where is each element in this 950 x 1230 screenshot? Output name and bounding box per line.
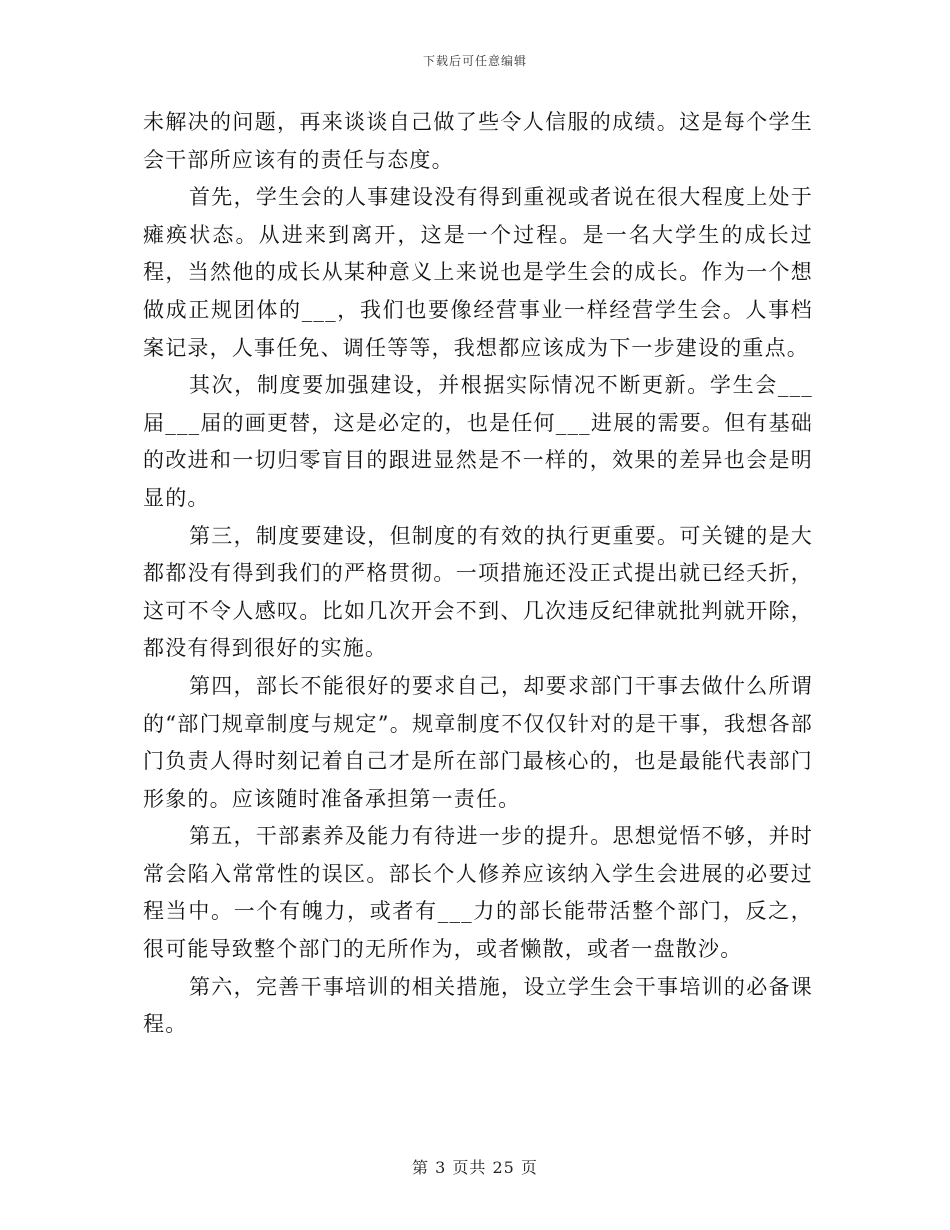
paragraph-third: 第三，制度要建设，但制度的有效的执行更重要。可关键的是大都都没有得到我们的严格贯彻。一项措施还没正式提出就已经夭折，这可不令人感叹。比如几次开会不到、几次违反纪律就批判就开除，都没有得到很好的实施。: [143, 523, 813, 661]
document-body: [143, 104, 813, 1044]
page-footer: 第 3 页共 25 页: [412, 1158, 538, 1177]
paragraph-fourth: 第四，部长不能很好的要求自己，却要求部门干事去做什么所谓的“部门规章制度与规定”。规章制度不仅仅针对的是干事，我想各部门负责人得时刻记着自己才是所在部门最核心的，也是最能代表部门形象的。应该随时准备承担第一责任。: [143, 673, 813, 811]
paragraph-sixth: 第六，完善干事培训的相关措施，设立学生会干事培训的必备课程。: [143, 974, 813, 1037]
paragraph-fifth: 第五，干部素养及能力有待进一步的提升。思想觉悟不够，并时常会陷入常常性的误区。部长个人修养应该纳入学生会进展的必要过程当中。一个有魄力，或者有___力的部长能带活整个部门，反之，很可能导致整个部门的无所作为，或者懒散，或者一盘散沙。: [143, 824, 813, 962]
page-header: 下载后可任意编辑: [422, 54, 527, 68]
paragraph-continuation: 未解决的问题，再来谈谈自己做了些令人信服的成绩。这是每个学生会干部所应该有的责任与态度。: [143, 110, 813, 172]
paragraph-second: 其次，制度要加强建设，并根据实际情况不断更新。学生会___届___届的画更替，这是必定的，也是任何___进展的需要。但有基础的改进和一切归零盲目的跟进显然是不一样的，效果的差异也会是明显的。: [143, 373, 813, 510]
paragraph-first: 首先，学生会的人事建设没有得到重视或者说在很大程度上处于瘫痪状态。从进来到离开，这是一个过程。是一名大学生的成长过程，当然他的成长从某种意义上来说也是学生会的成长。作为一个想做成正规团体的___，我们也要像经营事业一样经营学生会。人事档案记录，人事任免、调任等等，我想都应该成为下一步建设的重点。: [143, 185, 813, 360]
